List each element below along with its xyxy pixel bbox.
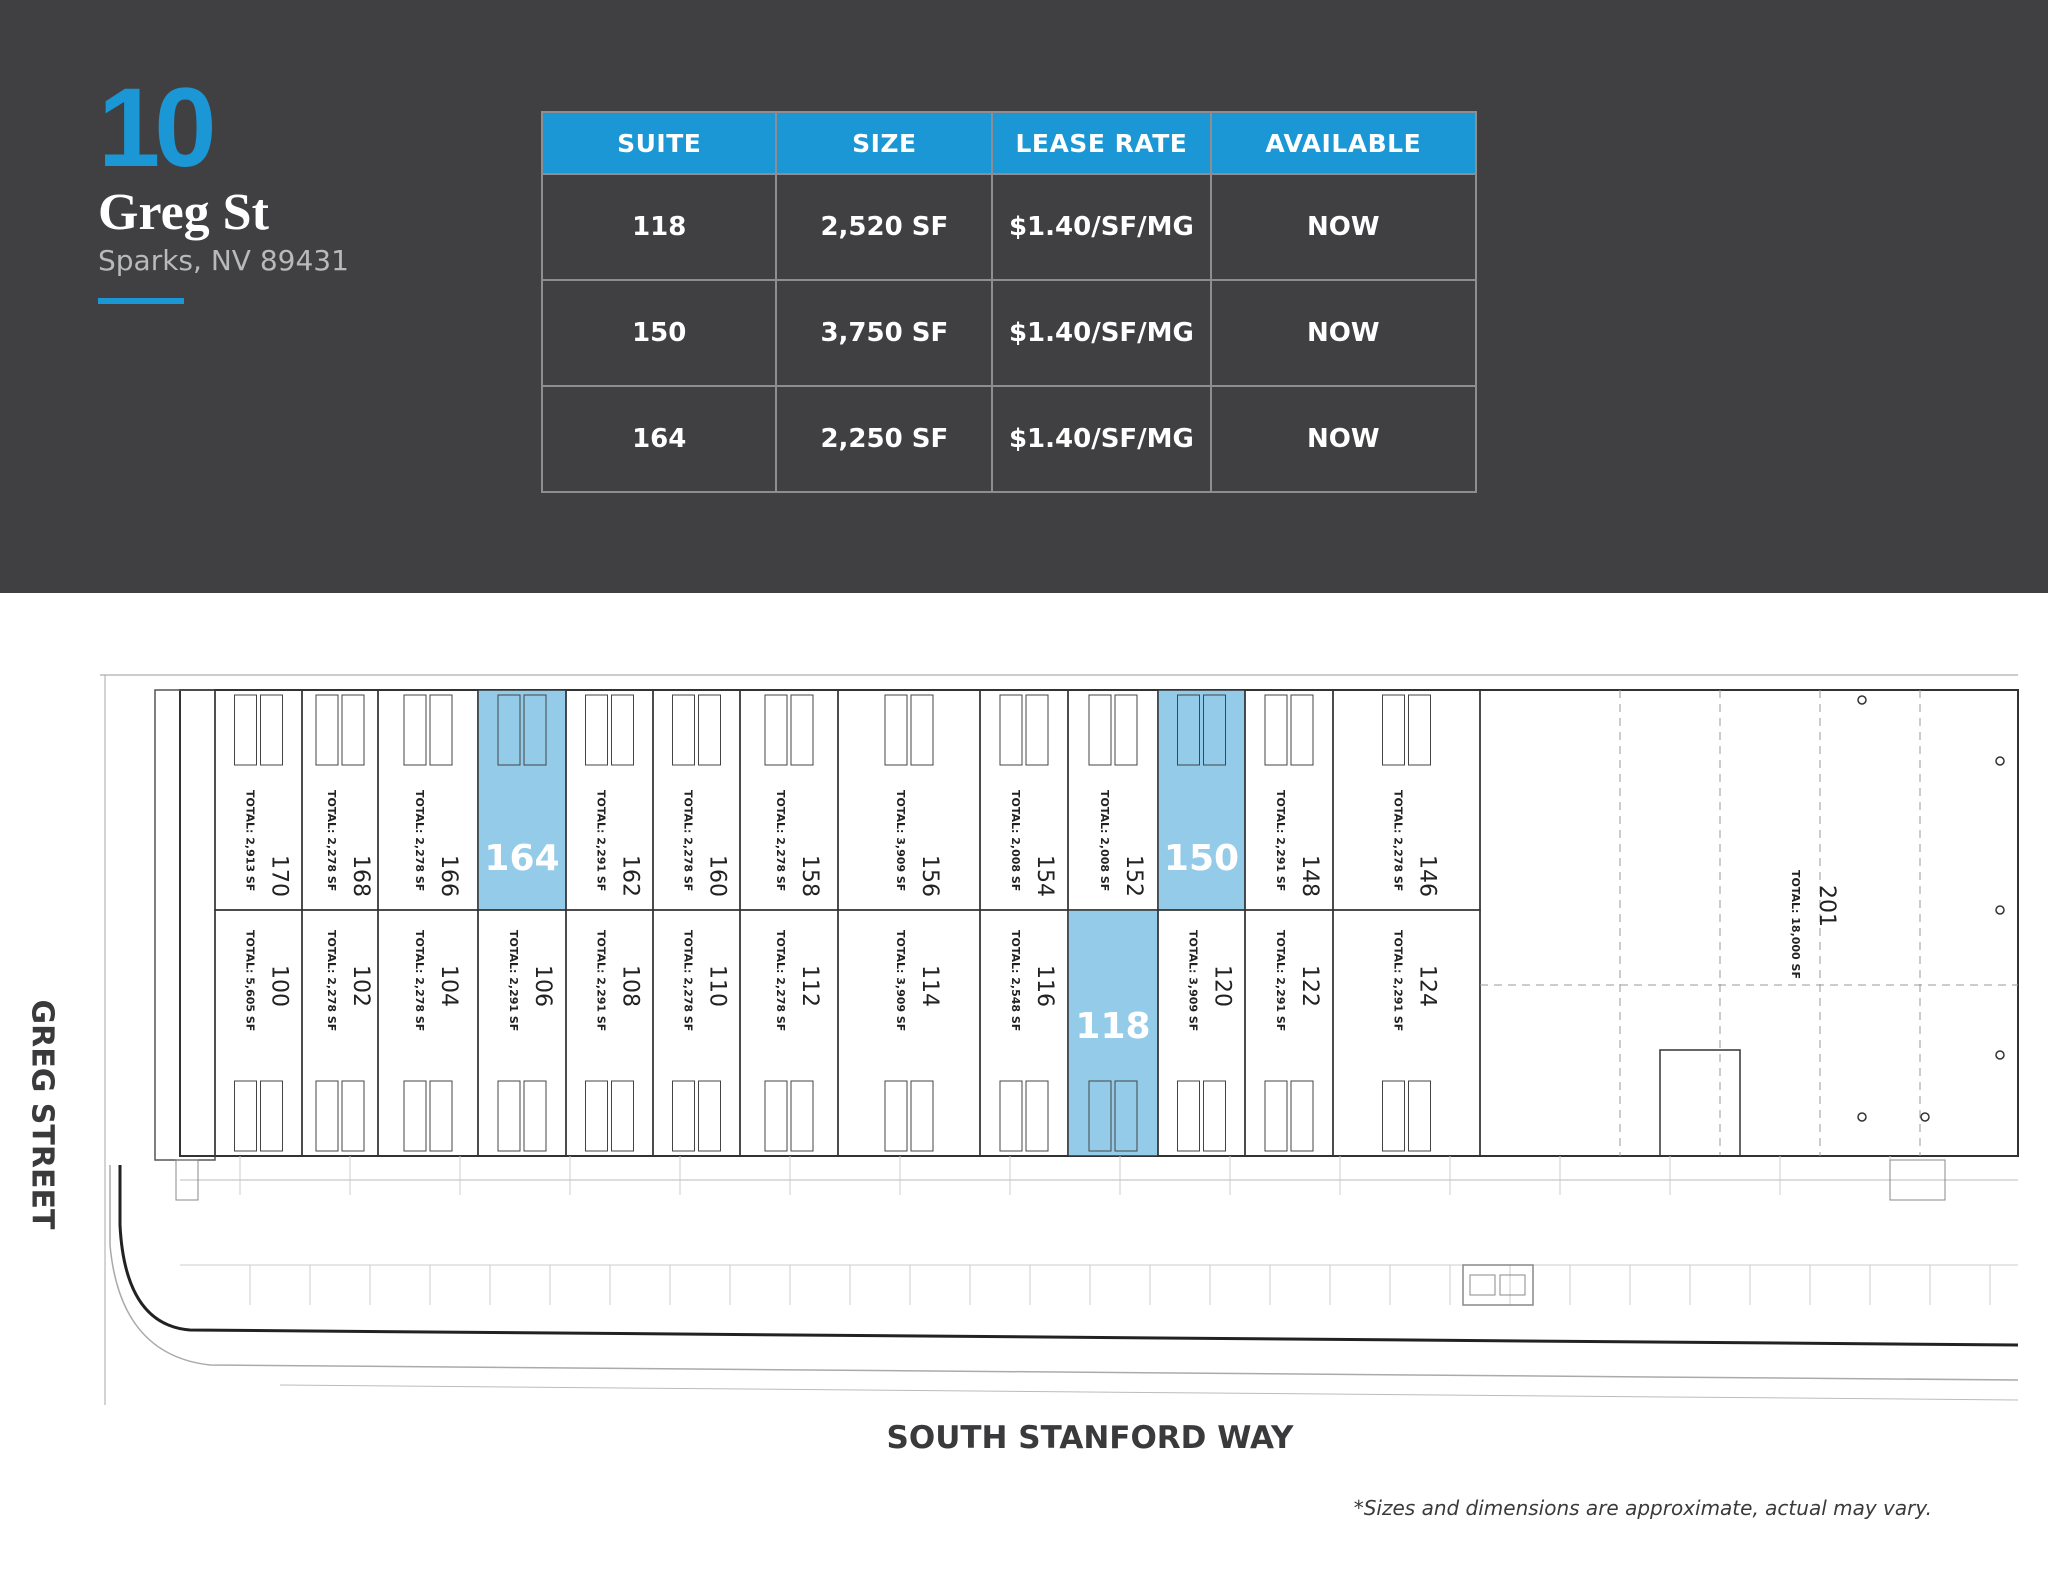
suite-total: TOTAL: 2,278 SF [774,930,787,1032]
suite-total: TOTAL: 3,909 SF [894,790,907,892]
restroom-box [1291,695,1313,765]
restroom-box [1383,1081,1405,1151]
restroom-box [1265,695,1287,765]
restroom-box [430,695,452,765]
restroom-box [699,695,721,765]
restroom-box [1089,695,1111,765]
restroom-box [498,1081,520,1151]
trash-enclosure [1463,1265,1533,1305]
restroom-box [261,695,283,765]
suite-116 [980,910,1068,1156]
restroom-box [524,1081,546,1151]
available-cell: NOW [1211,280,1476,386]
suite-100 [215,910,302,1156]
site-plan [100,665,2020,1405]
restroom-box [1204,1081,1226,1151]
restroom-box [885,1081,907,1151]
suite-total: TOTAL: 2,913 SF [243,790,257,892]
suite-total: TOTAL: 2,278 SF [325,790,338,892]
restroom-box [430,1081,452,1151]
restroom-box [1026,695,1048,765]
size-cell: 2,250 SF [776,386,992,492]
restroom-box [404,695,426,765]
suite-number: 124 [1414,965,1440,1007]
column-header: LEASE RATE [992,112,1210,174]
suite-number: 120 [1209,965,1235,1007]
suite-total: TOTAL: 2,278 SF [1391,790,1405,892]
restroom-box [911,1081,933,1151]
suite-highlight-label: 150 [1163,838,1240,879]
table-row [542,280,1476,386]
suite-number: 102 [348,965,373,1007]
suite-102 [302,910,378,1156]
suite-number: 146 [1414,855,1440,897]
suite-120 [1158,910,1245,1156]
size-cell: 3,750 SF [776,280,992,386]
restroom-box [1115,695,1137,765]
suite-total: TOTAL: 2,291 SF [1274,930,1287,1032]
suite-number: 201 [1814,885,1839,927]
restroom-box [673,1081,695,1151]
property-street: Greg St [98,184,269,241]
suite-number: 168 [348,855,373,897]
suite-104 [378,910,478,1156]
suite-total: TOTAL: 2,278 SF [681,930,695,1032]
property-number: 10 [98,65,211,190]
suite-total: TOTAL: 2,548 SF [1009,930,1022,1032]
restroom-box [235,1081,257,1151]
suite-total: TOTAL: 3,909 SF [894,930,907,1032]
suite-total: TOTAL: 2,291 SF [594,790,608,892]
suite-total: TOTAL: 2,278 SF [774,790,787,892]
suite-cell: 118 [542,174,776,280]
suite-total: TOTAL: 2,278 SF [681,790,695,892]
restroom-box [1409,1081,1431,1151]
suite-cell: 150 [542,280,776,386]
restroom-box [765,695,787,765]
suite-166 [378,690,478,910]
suite-number: 158 [797,855,822,897]
restroom-box [612,1081,634,1151]
table-row [542,174,1476,280]
road-curb [120,1165,2018,1345]
rate-cell: $1.40/SF/MG [992,280,1210,386]
suite-number: 166 [436,855,461,897]
suite-146 [1333,690,1480,910]
restroom-box [1178,1081,1200,1151]
suite-number: 154 [1032,855,1057,897]
suite-number: 152 [1121,855,1146,897]
restroom-box [911,695,933,765]
suite-total: TOTAL: 2,008 SF [1009,790,1022,892]
suite-total: TOTAL: 3,909 SF [1186,930,1200,1032]
suite-number: 112 [797,965,822,1007]
suite-number: 160 [704,855,730,897]
suite-106 [478,910,566,1156]
suite-158 [740,690,838,910]
restroom-box [1409,695,1431,765]
suite-201 [1480,690,2018,1156]
restroom-box [261,1081,283,1151]
restroom-box [673,695,695,765]
suite-total: TOTAL: 2,291 SF [507,930,520,1032]
suite-number: 114 [917,965,942,1007]
restroom-box [316,695,338,765]
restroom-box [342,1081,364,1151]
suite-total: TOTAL: 2,278 SF [413,930,426,1032]
disclaimer: *Sizes and dimensions are approximate, actual may vary. [1353,1496,1932,1520]
available-cell: NOW [1211,174,1476,280]
restroom-box [1000,1081,1022,1151]
restroom-box [1026,1081,1048,1151]
suite-cell: 164 [542,386,776,492]
suite-number: 156 [917,855,942,897]
suite-number: 170 [266,855,292,897]
suite-number: 104 [436,965,461,1007]
suite-total: TOTAL: 5,605 SF [243,930,257,1032]
restroom-box [586,1081,608,1151]
restroom-box [791,695,813,765]
column-header: AVAILABLE [1211,112,1476,174]
stanford-way-label: SOUTH STANFORD WAY [886,1420,1294,1456]
office-block [155,690,215,1160]
suite-total: TOTAL: 2,278 SF [325,930,338,1032]
table-row [542,386,1476,492]
office-box [1660,1050,1740,1156]
column-header: SUITE [542,112,776,174]
suite-total: TOTAL: 2,291 SF [594,930,608,1032]
suite-number: 110 [704,965,730,1007]
suite-112 [740,910,838,1156]
restroom-box [404,1081,426,1151]
restroom-box [342,695,364,765]
suite-total: TOTAL: 18,000 SF [1789,870,1802,979]
suite-total: TOTAL: 2,291 SF [1391,930,1405,1032]
suite-156 [838,690,980,910]
rate-cell: $1.40/SF/MG [992,174,1210,280]
suite-number: 122 [1297,965,1322,1007]
restroom-box [316,1081,338,1151]
suite-number: 108 [617,965,643,1007]
suite-highlight-label: 164 [484,838,560,879]
availability-table [541,111,1477,493]
restroom-box [791,1081,813,1151]
suite-124 [1333,910,1480,1156]
property-brand [98,65,349,304]
suite-110 [653,910,740,1156]
restroom-box [885,695,907,765]
size-cell: 2,520 SF [776,174,992,280]
property-city: Sparks, NV 89431 [98,244,349,277]
suite-number: 116 [1032,965,1057,1007]
table-header-row [542,112,1476,174]
column-header: SIZE [776,112,992,174]
suite-number: 106 [530,965,555,1007]
suite-total: TOTAL: 2,008 SF [1098,790,1111,892]
suite-number: 162 [617,855,643,897]
suite-108 [566,910,653,1156]
restroom-box [1291,1081,1313,1151]
suite-122 [1245,910,1333,1156]
suite-number: 148 [1297,855,1322,897]
rate-cell: $1.40/SF/MG [992,386,1210,492]
suite-114 [838,910,980,1156]
restroom-box [1265,1081,1287,1151]
restroom-box [612,695,634,765]
suite-total: TOTAL: 2,278 SF [413,790,426,892]
suite-number: 100 [266,965,292,1007]
available-cell: NOW [1211,386,1476,492]
restroom-box [1383,695,1405,765]
restroom-box [235,695,257,765]
restroom-box [1000,695,1022,765]
restroom-box [699,1081,721,1151]
suite-total: TOTAL: 2,291 SF [1274,790,1287,892]
restroom-box [765,1081,787,1151]
restroom-box [586,695,608,765]
suite-highlight-label: 118 [1075,1006,1151,1047]
accent-rule [98,298,184,304]
